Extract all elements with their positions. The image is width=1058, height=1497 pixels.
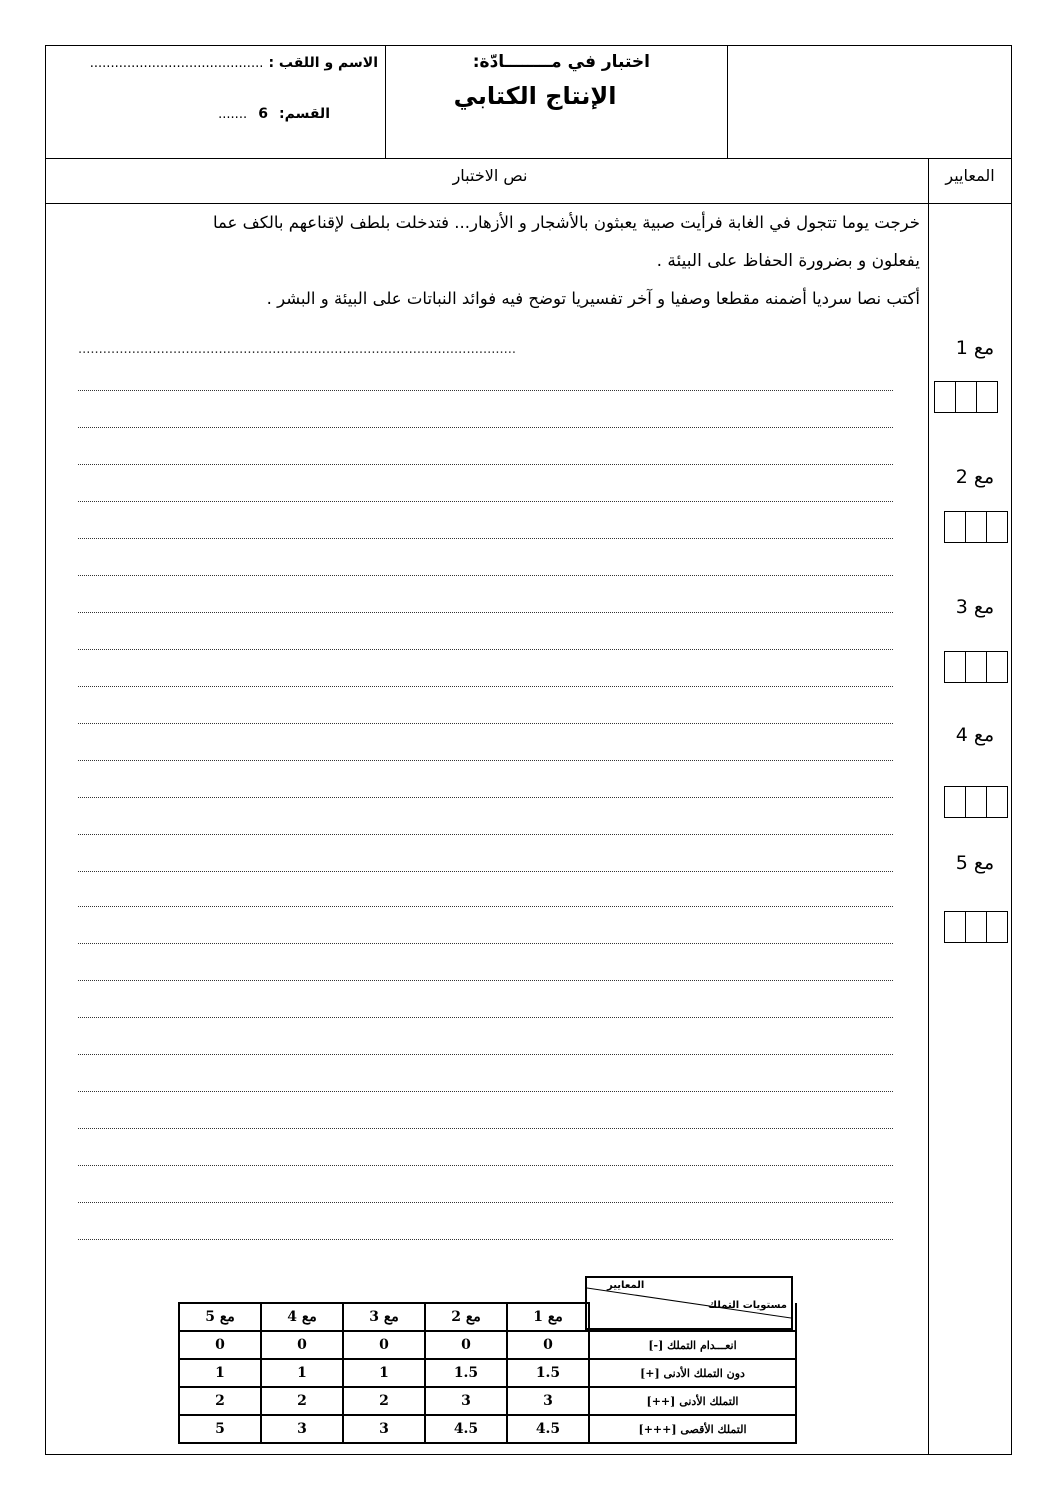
criterion-2-score-box[interactable] (944, 511, 1008, 543)
writing-line[interactable] (78, 612, 893, 613)
header-divider-left (385, 45, 386, 158)
writing-line[interactable] (78, 980, 893, 981)
writing-line[interactable] (78, 723, 893, 724)
grid-cell: 4.5 (425, 1415, 507, 1443)
writing-line[interactable] (78, 1165, 893, 1166)
prompt-line-3: أكتب نصا سرديا أضمنه مقطعا وصفيا و آخر تفسيريا توضح فيه فوائد النباتات على البيئة و البشر . (266, 289, 920, 308)
criterion-2-label: مع 2 (955, 466, 995, 488)
class-dots: ....... (218, 107, 248, 122)
exam-subject-line: اختبار في مــــــــادّة: (472, 52, 650, 72)
writing-line[interactable] (78, 943, 893, 944)
writing-line[interactable] (78, 1239, 893, 1240)
grid-level: التملك الأقصى [+++] (589, 1415, 796, 1443)
writing-line[interactable] (78, 686, 893, 687)
writing-line[interactable] (78, 760, 893, 761)
grid-cell: 0 (507, 1331, 589, 1359)
criteria-column-divider (928, 158, 929, 1455)
grid-cell: 0 (261, 1331, 343, 1359)
criterion-5-label: مع 5 (955, 852, 995, 874)
writing-line[interactable] (78, 871, 893, 872)
grid-row-max (179, 1415, 796, 1443)
grid-header-3: مع 3 (343, 1303, 425, 1331)
writing-line[interactable] (78, 906, 893, 907)
writing-line[interactable] (78, 1017, 893, 1018)
criterion-1-score-box[interactable] (934, 381, 998, 413)
grid-header-5: مع 5 (179, 1303, 261, 1331)
header-bottom-rule (45, 158, 1012, 159)
grid-header-row (179, 1303, 796, 1331)
writing-line[interactable] (78, 538, 893, 539)
writing-line[interactable] (78, 1054, 893, 1055)
writing-line[interactable] (78, 1202, 893, 1203)
class-field[interactable] (150, 103, 330, 122)
grid-cell: 3 (261, 1415, 343, 1443)
grid-cell: 1 (261, 1359, 343, 1387)
prompt-line-2: يفعلون و بضرورة الحفاظ على البيئة . (656, 251, 920, 271)
grid-cell: 4.5 (507, 1415, 589, 1443)
writing-line[interactable] (78, 390, 893, 391)
corner-levels-label: مستويات التملك (707, 1300, 787, 1311)
grid-cell: 3 (343, 1415, 425, 1443)
grid-cell: 0 (425, 1331, 507, 1359)
grid-cell: 3 (507, 1387, 589, 1415)
test-text-header: نص الاختبار (452, 166, 528, 185)
name-label: الاسم و اللقب : (268, 55, 378, 71)
grid-level: دون التملك الأدنى [+] (589, 1359, 796, 1387)
grid-level: التملك الأدنى [++] (589, 1387, 796, 1415)
grid-cell: 0 (179, 1331, 261, 1359)
grid-cell: 0 (343, 1331, 425, 1359)
class-value: 6 (258, 106, 268, 122)
writing-line[interactable] (78, 649, 893, 650)
grid-cell: 2 (343, 1387, 425, 1415)
grid-cell: 1.5 (425, 1359, 507, 1387)
grid-cell: 5 (179, 1415, 261, 1443)
grid-header-2: مع 2 (425, 1303, 507, 1331)
writing-line[interactable] (78, 575, 893, 576)
exam-title: الإنتاج الكتابي (453, 82, 617, 110)
writing-line[interactable] (78, 797, 893, 798)
name-dots: .......................................... (89, 56, 264, 71)
writing-line[interactable] (78, 464, 893, 465)
grid-cell: 1 (343, 1359, 425, 1387)
grid-row-below-min (179, 1359, 796, 1387)
grading-table (178, 1302, 797, 1444)
criterion-1-label: مع 1 (955, 337, 995, 359)
grid-level-header-spacer (589, 1303, 796, 1331)
grid-cell: 1 (179, 1359, 261, 1387)
grid-row-min (179, 1387, 796, 1415)
header-divider-right (727, 45, 728, 158)
criterion-4-score-box[interactable] (944, 786, 1008, 818)
writing-line[interactable] (78, 1091, 893, 1092)
grid-header-1: مع 1 (507, 1303, 589, 1331)
grid-cell: 2 (179, 1387, 261, 1415)
writing-line[interactable] (78, 427, 893, 428)
criterion-3-score-box[interactable] (944, 651, 1008, 683)
grid-level: انعـــدام التملك [-] (589, 1331, 796, 1359)
grid-cell: 2 (261, 1387, 343, 1415)
prompt-line-1: خرجت يوما تتجول في الغابة فرأيت صبية يعبثون بالأشجار و الأزهار... فتدخلت بلطف لإقناعهم بالكف عما (212, 213, 920, 232)
writing-line[interactable] (78, 1128, 893, 1129)
writing-line[interactable] (78, 834, 893, 835)
grid-header-4: مع 4 (261, 1303, 343, 1331)
criterion-5-score-box[interactable] (944, 911, 1008, 943)
criteria-column-header: المعايير (945, 166, 995, 185)
grid-row-absent (179, 1331, 796, 1359)
prompt-text (70, 204, 920, 318)
writing-line-first[interactable]: .......................................................................................................... (78, 342, 517, 357)
grid-cell: 3 (425, 1387, 507, 1415)
student-name-field[interactable] (60, 52, 378, 71)
grid-cell: 1.5 (507, 1359, 589, 1387)
writing-line[interactable] (78, 501, 893, 502)
corner-criteria-label: المعايير (607, 1280, 645, 1291)
criterion-3-label: مع 3 (955, 596, 995, 618)
criterion-4-label: مع 4 (955, 724, 995, 746)
class-label: القسم: (279, 106, 330, 122)
